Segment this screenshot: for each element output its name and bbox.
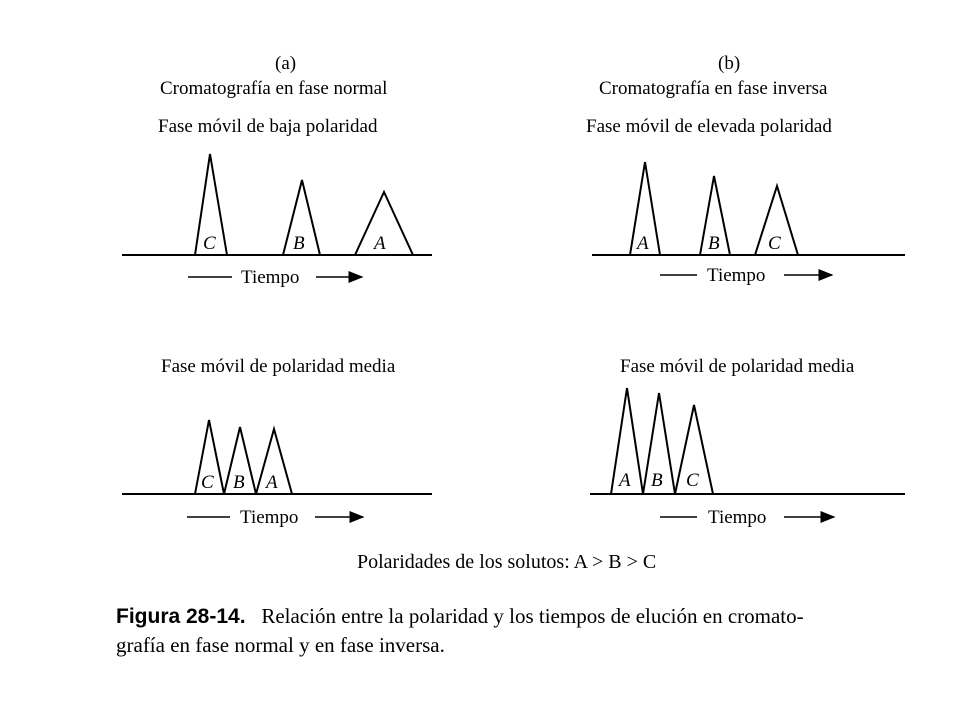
panel-b-top-label: Fase móvil de elevada polaridad bbox=[586, 116, 832, 137]
panel-b-bottom-label: Fase móvil de polaridad media bbox=[620, 356, 855, 377]
caption-line-1 bbox=[116, 602, 916, 631]
time-label: Tiempo bbox=[708, 507, 767, 528]
figure-caption bbox=[116, 602, 916, 660]
chromatogram-b-bottom bbox=[590, 388, 905, 528]
peak-a-bottom-3-label: A bbox=[266, 472, 278, 493]
caption-line-2: grafía en fase normal y en fase inversa. bbox=[116, 633, 445, 658]
peak-b-top-2-label: B bbox=[708, 233, 720, 254]
caption-text-1: Relación entre la polaridad y los tiempos de elución en cromato- bbox=[261, 604, 804, 628]
peak-a-top-3-label: A bbox=[374, 233, 386, 254]
panel-a-title: Cromatografía en fase normal bbox=[160, 78, 388, 99]
time-label: Tiempo bbox=[240, 507, 299, 528]
solute-polarity-note: Polaridades de los solutos: A > B > C bbox=[357, 551, 657, 573]
chromatogram-a-top bbox=[122, 154, 432, 288]
panel-b-tag: (b) bbox=[718, 53, 741, 74]
panel-b-title: Cromatografía en fase inversa bbox=[599, 78, 828, 99]
peak-b-top-1-label: A bbox=[637, 233, 649, 254]
peak-b-bottom-1-label: A bbox=[619, 470, 631, 491]
peak-a-bottom-1-label: C bbox=[201, 472, 214, 493]
peak-a-bottom-2-label: B bbox=[233, 472, 245, 493]
peak-a-top-2-label: B bbox=[293, 233, 305, 254]
panel-a-tag: (a) bbox=[275, 53, 297, 74]
panel-a-top-label: Fase móvil de baja polaridad bbox=[158, 116, 378, 137]
peak-a-top-1-label: C bbox=[203, 233, 216, 254]
panel-a-bottom-label: Fase móvil de polaridad media bbox=[161, 356, 396, 377]
time-label: Tiempo bbox=[241, 267, 300, 288]
time-label: Tiempo bbox=[707, 265, 766, 286]
peak-b-top-3-label: C bbox=[768, 233, 781, 254]
figure-number: Figura 28-14. bbox=[116, 605, 246, 628]
chromatogram-b-top bbox=[592, 162, 905, 286]
peak-b-bottom-3-label: C bbox=[686, 470, 699, 491]
chromatogram-a-bottom bbox=[122, 420, 432, 528]
peak-b-bottom-2-label: B bbox=[651, 470, 663, 491]
